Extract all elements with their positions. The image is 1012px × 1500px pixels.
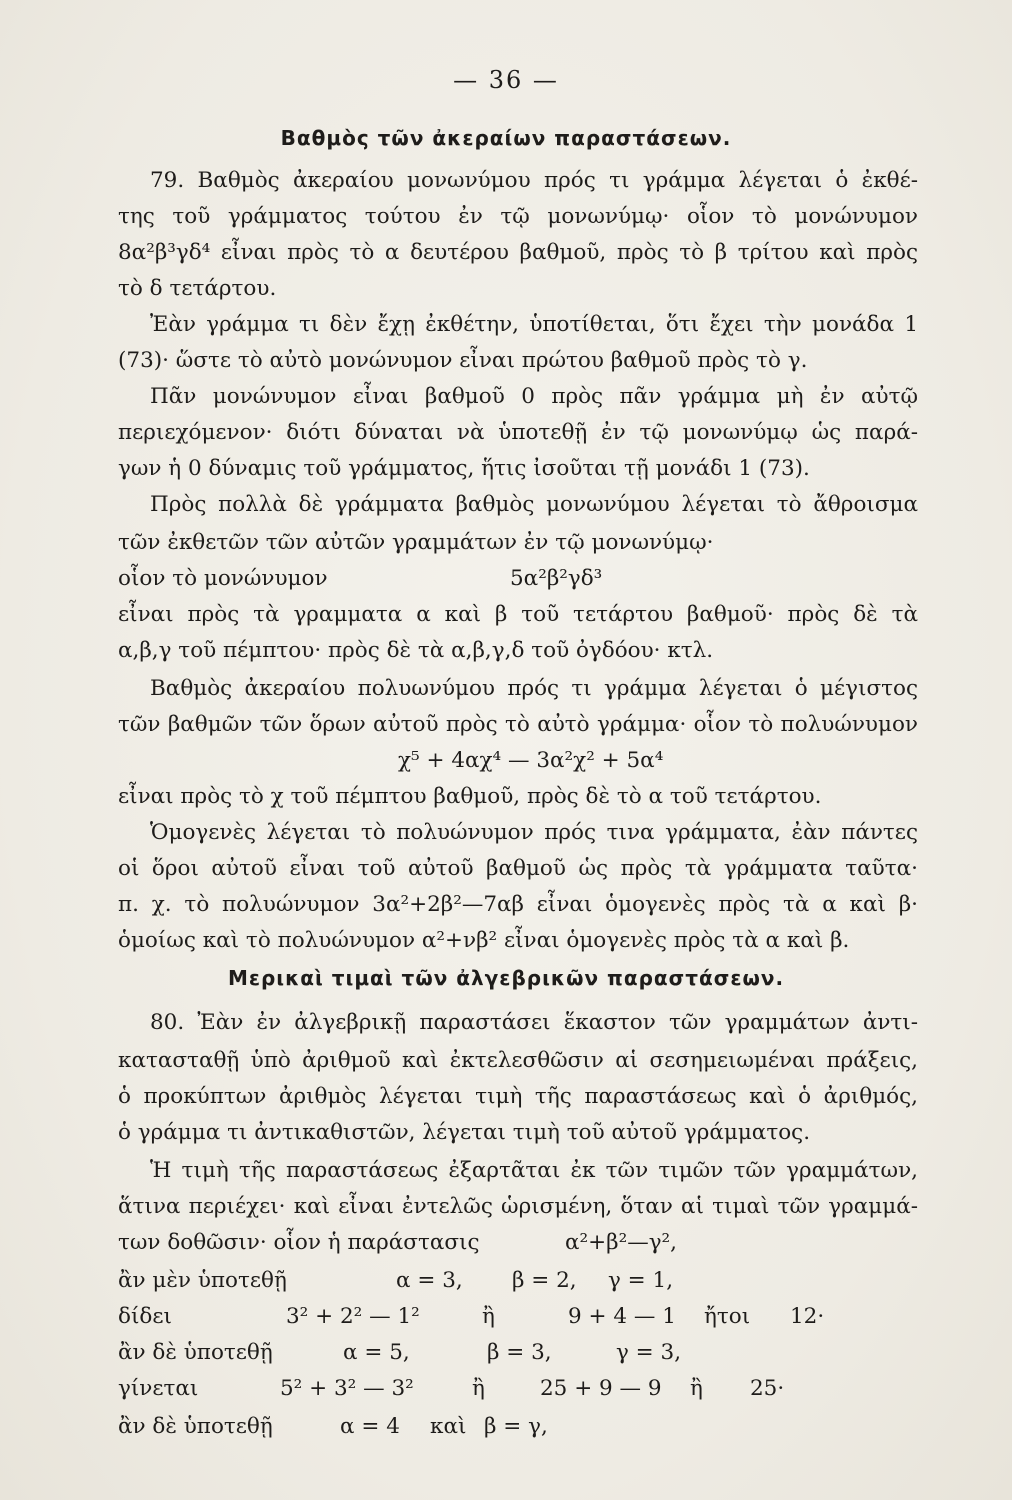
- table-cell: δίδει: [118, 1304, 172, 1329]
- paragraph-line: της τοῦ γράμματος τούτου ἐν τῷ μονωνύμῳ· οἷον τὸ μονώνυμον: [118, 204, 918, 229]
- table-cell: καὶ: [430, 1414, 467, 1439]
- paragraph-line: 8α²β³γδ⁴ εἶναι πρὸς τὸ α δευτέρου βαθμοῦ, πρὸς τὸ β τρίτου καὶ πρὸς: [118, 240, 918, 265]
- table-cell: 12·: [790, 1304, 825, 1329]
- paragraph-line: των δοθῶσιν· οἷον ἡ παράστασις: [118, 1230, 480, 1255]
- table-cell: ἂν μὲν ὑποτεθῇ: [118, 1268, 287, 1293]
- table-cell: ἂν δὲ ὑποτεθῇ: [118, 1340, 273, 1365]
- paragraph-line: ὁ προκύπτων ἀριθμὸς λέγεται τιμὴ τῆς παραστάσεως καὶ ὁ ἀριθμός,: [118, 1084, 918, 1109]
- table-cell: ἂν δὲ ὑποτεθῇ: [118, 1414, 273, 1439]
- table-cell: β = γ,: [484, 1414, 548, 1439]
- paragraph-line: ὁ γράμμα τι ἀντικαθιστῶν, λέγεται τιμὴ τοῦ αὐτοῦ γράμματος.: [118, 1120, 811, 1145]
- paragraph-line: τῶν βαθμῶν τῶν ὅρων αὐτοῦ πρὸς τὸ αὐτὸ γράμμα· οἷον τὸ πολυώνυμον: [118, 712, 918, 737]
- paragraph-line: 79. Βαθμὸς ἀκεραίου μονωνύμου πρός τι γράμμα λέγεται ὁ ἐκθέ-: [150, 168, 918, 193]
- table-cell: γ = 3,: [616, 1340, 682, 1365]
- table-cell: β = 2,: [512, 1268, 577, 1293]
- table-cell: β = 3,: [487, 1340, 552, 1365]
- paragraph-line: α,β,γ τοῦ πέμπτου· πρὸς δὲ τὰ α,β,γ,δ τοῦ ὀγδόου· κτλ.: [118, 638, 714, 663]
- formula-expression: α²+β²—γ²,: [565, 1230, 678, 1255]
- paragraph-line: κατασταθῇ ὑπὸ ἀριθμοῦ καὶ ἐκτελεσθῶσιν αἱ σεσημειωμέναι πράξεις,: [118, 1048, 918, 1073]
- paragraph-line: γων ἡ 0 δύναμις τοῦ γράμματος, ἥτις ἰσοῦται τῇ μονάδι 1 (73).: [118, 456, 810, 481]
- paragraph-line: εἶναι πρὸς τὸ χ τοῦ πέμπτου βαθμοῦ, πρὸς δὲ τὸ α τοῦ τετάρτου.: [118, 784, 822, 809]
- paragraph-line: Ὁμογενὲς λέγεται τὸ πολυώνυμον πρός τινα γράμματα, ἐὰν πάντες: [150, 820, 918, 845]
- section-heading-values: Μερικαὶ τιμαὶ τῶν ἀλγεβρικῶν παραστάσεων.: [227, 966, 785, 990]
- paragraph-line: οἱ ὅροι αὐτοῦ εἶναι τοῦ αὐτοῦ βαθμοῦ ὡς πρὸς τὰ γράμματα ταῦτα·: [118, 856, 918, 881]
- table-cell: ἤτοι: [704, 1304, 751, 1329]
- paragraph-line: Πᾶν μονώνυμον εἶναι βαθμοῦ 0 πρὸς πᾶν γράμμα μὴ ἐν αὐτῷ: [150, 384, 918, 409]
- table-cell: 9 + 4 — 1: [568, 1304, 676, 1329]
- paragraph-line: Ἐὰν γράμμα τι δὲν ἔχῃ ἐκθέτην, ὑποτίθεται, ὅτι ἔχει τὴν μονάδα 1: [150, 312, 918, 337]
- paragraph-line: Βαθμὸς ἀκεραίου πολυωνύμου πρός τι γράμμα λέγεται ὁ μέγιστος: [150, 676, 918, 701]
- section-heading-degree: Βαθμὸς τῶν ἀκεραίων παραστάσεων.: [280, 126, 732, 150]
- table-cell: α = 5,: [343, 1340, 410, 1365]
- table-cell: α = 3,: [396, 1268, 463, 1293]
- table-cell: 3² + 2² — 1²: [286, 1304, 420, 1329]
- paragraph-line: Ἡ τιμὴ τῆς παραστάσεως ἐξαρτᾶται ἐκ τῶν τιμῶν τῶν γραμμάτων,: [150, 1158, 918, 1183]
- table-cell: 25 + 9 — 9: [540, 1376, 662, 1401]
- paragraph-line: Πρὸς πολλὰ δὲ γράμματα βαθμὸς μονωνύμου λέγεται τὸ ἄθροισμα: [150, 492, 918, 517]
- paragraph-line: τὸ δ τετάρτου.: [118, 276, 277, 301]
- table-cell: ἢ: [472, 1376, 485, 1401]
- table-cell: ἢ: [482, 1304, 495, 1329]
- table-cell: γ = 1,: [608, 1268, 674, 1293]
- paragraph-line: εἶναι πρὸς τὰ γραμματα α καὶ β τοῦ τετάρτου βαθμοῦ· πρὸς δὲ τὰ: [118, 602, 918, 627]
- table-cell: 5² + 3² — 3²: [280, 1376, 414, 1401]
- paragraph-line: ἅτινα περιέχει· καὶ εἶναι ἐντελῶς ὡρισμένη, ὅταν αἱ τιμαὶ τῶν γραμμά-: [118, 1194, 918, 1219]
- page-number: — 36 —: [453, 66, 559, 94]
- formula-monomial: 5α²β²γδ³: [510, 566, 603, 591]
- paragraph-line: περιεχόμενον· διότι δύναται νὰ ὑποτεθῇ ἐν τῷ μονωνύμῳ ὡς παρά-: [118, 420, 918, 445]
- paragraph-line: οἷον τὸ μονώνυμον: [118, 566, 328, 591]
- table-cell: ἢ: [690, 1376, 703, 1401]
- table-cell: 25·: [750, 1376, 785, 1401]
- paragraph-line: ὁμοίως καὶ τὸ πολυώνυμον α²+νβ² εἶναι ὁμογενὲς πρὸς τὰ α καὶ β.: [118, 928, 850, 953]
- table-cell: γίνεται: [118, 1376, 199, 1401]
- table-cell: α = 4: [340, 1414, 400, 1439]
- paragraph-line: 80. Ἐὰν ἐν ἀλγεβρικῇ παραστάσει ἕκαστον τῶν γραμμάτων ἀντι-: [150, 1010, 918, 1035]
- paragraph-line: (73)· ὥστε τὸ αὐτὸ μονώνυμον εἶναι πρώτου βαθμοῦ πρὸς τὸ γ.: [118, 348, 808, 373]
- paragraph-line: τῶν ἐκθετῶν τῶν αὐτῶν γραμμάτων ἐν τῷ μονωνύμῳ·: [118, 530, 714, 555]
- formula-polynomial: χ⁵ + 4αχ⁴ — 3α²χ² + 5α⁴: [398, 748, 664, 773]
- paragraph-line: π. χ. τὸ πολυώνυμον 3α²+2β²—7αβ εἶναι ὁμογενὲς πρὸς τὰ α καὶ β·: [118, 892, 918, 917]
